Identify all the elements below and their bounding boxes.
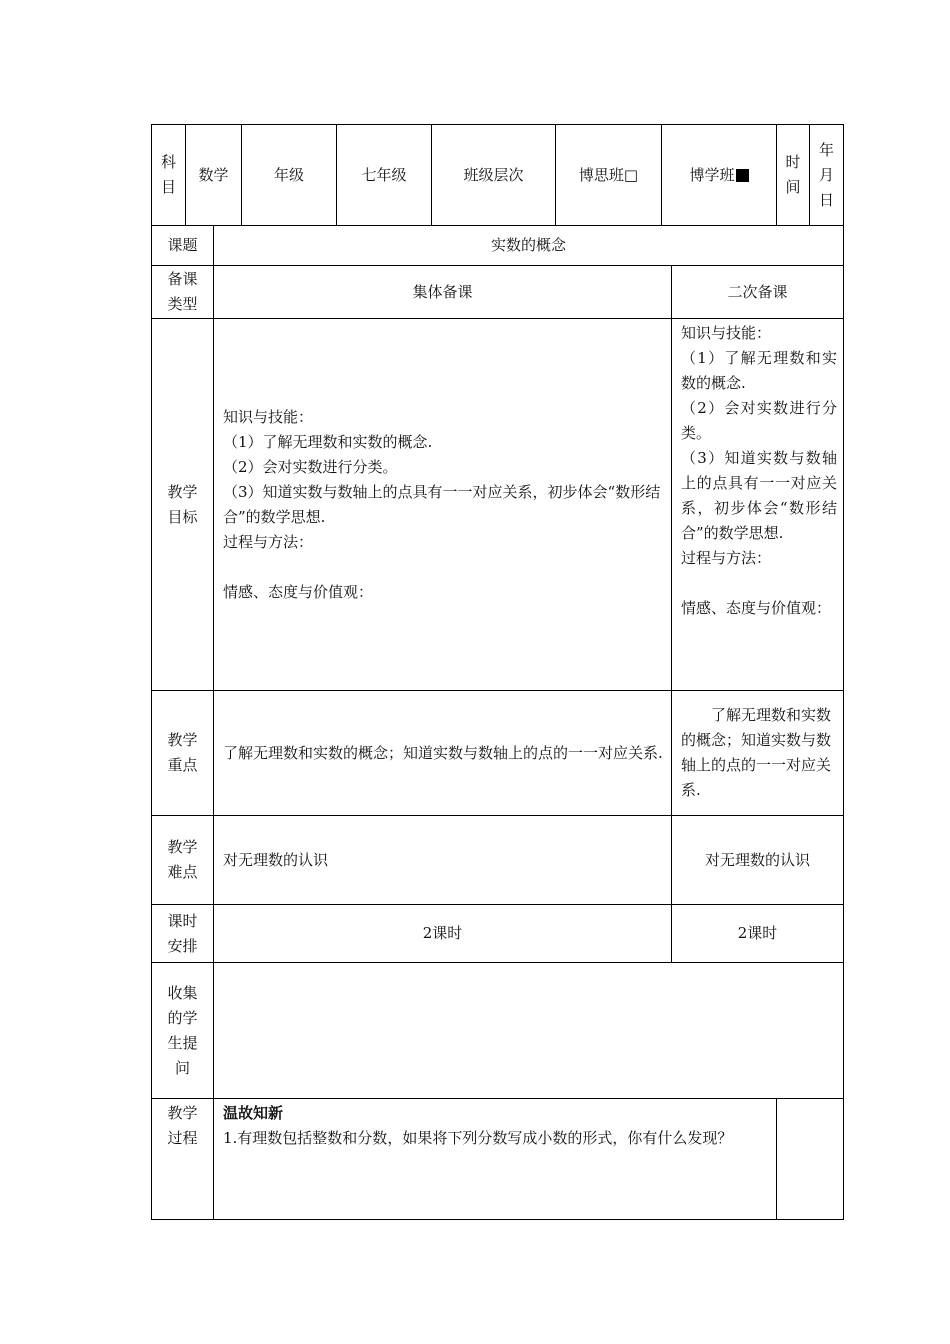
process-row xyxy=(151,1098,844,1220)
secondary-prep-header: 二次备课 xyxy=(671,266,844,318)
prep-type-label: 备课 类型 xyxy=(151,266,213,318)
topic-row xyxy=(151,225,844,265)
process-content xyxy=(213,1099,776,1220)
process-text: 1.有理数包括整数和分数，如果将下列分数写成小数的形式，你有什么发现？ xyxy=(223,1129,733,1147)
class-option-bosi[interactable]: 博思班□ xyxy=(555,125,661,225)
key-points-label: 教学 重点 xyxy=(151,691,213,815)
key-points-secondary: 了解无理数和实数的概念；知道实数与数轴上的点的一一对应关系. xyxy=(671,691,844,815)
schedule-main: 2课时 xyxy=(213,905,671,962)
difficulties-main: 对无理数的认识 xyxy=(213,816,671,904)
subject-label: 科 目 xyxy=(151,125,185,225)
questions-row xyxy=(151,962,844,1098)
lesson-plan-table xyxy=(151,124,844,1220)
prep-type-row xyxy=(151,265,844,318)
time-label: 时 间 xyxy=(776,125,809,225)
key-points-main: 了解无理数和实数的概念；知道实数与数轴上的点的一一对应关系. xyxy=(213,691,671,815)
objectives-row xyxy=(151,318,844,690)
topic-label: 课题 xyxy=(151,226,213,265)
difficulties-row xyxy=(151,815,844,904)
process-notes xyxy=(776,1099,844,1220)
difficulties-secondary: 对无理数的认识 xyxy=(671,816,844,904)
grade-value: 七年级 xyxy=(336,125,431,225)
class-level-label: 班级层次 xyxy=(431,125,555,225)
process-label: 教学 过程 xyxy=(151,1099,213,1220)
questions-label: 收集 的学 生提 问 xyxy=(151,963,213,1098)
objectives-label: 教学 目标 xyxy=(151,319,213,690)
questions-content xyxy=(213,963,844,1098)
subject-value: 数学 xyxy=(185,125,241,225)
table-bottom-border xyxy=(151,1219,844,1220)
checked-box-icon xyxy=(736,169,749,182)
process-heading: 温故知新 xyxy=(223,1104,284,1122)
objectives-secondary: 知识与技能： （1）了解无理数和实数的概念. （2）会对实数进行分类。 （3）知道实数与数轴上的点具有一一对应关系，初步体会“数形结合”的数学思想. 过程与方法： 情感、态度与价值观： xyxy=(671,319,844,690)
schedule-secondary: 2课时 xyxy=(671,905,844,962)
time-value: 年 月 日 xyxy=(809,125,844,225)
topic-value: 实数的概念 xyxy=(213,226,844,265)
collective-prep-header: 集体备课 xyxy=(213,266,671,318)
key-points-row xyxy=(151,690,844,815)
schedule-row xyxy=(151,904,844,962)
objectives-main: 知识与技能： （1）了解无理数和实数的概念. （2）会对实数进行分类。 （3）知道实数与数轴上的点具有一一对应关系，初步体会“数形结合”的数学思想. 过程与方法： 情感、态度与价值观： xyxy=(213,319,671,690)
class-option-boxue[interactable]: 博学班 xyxy=(661,125,776,225)
schedule-label: 课时 安排 xyxy=(151,905,213,962)
header-row xyxy=(151,124,844,225)
difficulties-label: 教学 难点 xyxy=(151,816,213,904)
grade-label: 年级 xyxy=(241,125,336,225)
